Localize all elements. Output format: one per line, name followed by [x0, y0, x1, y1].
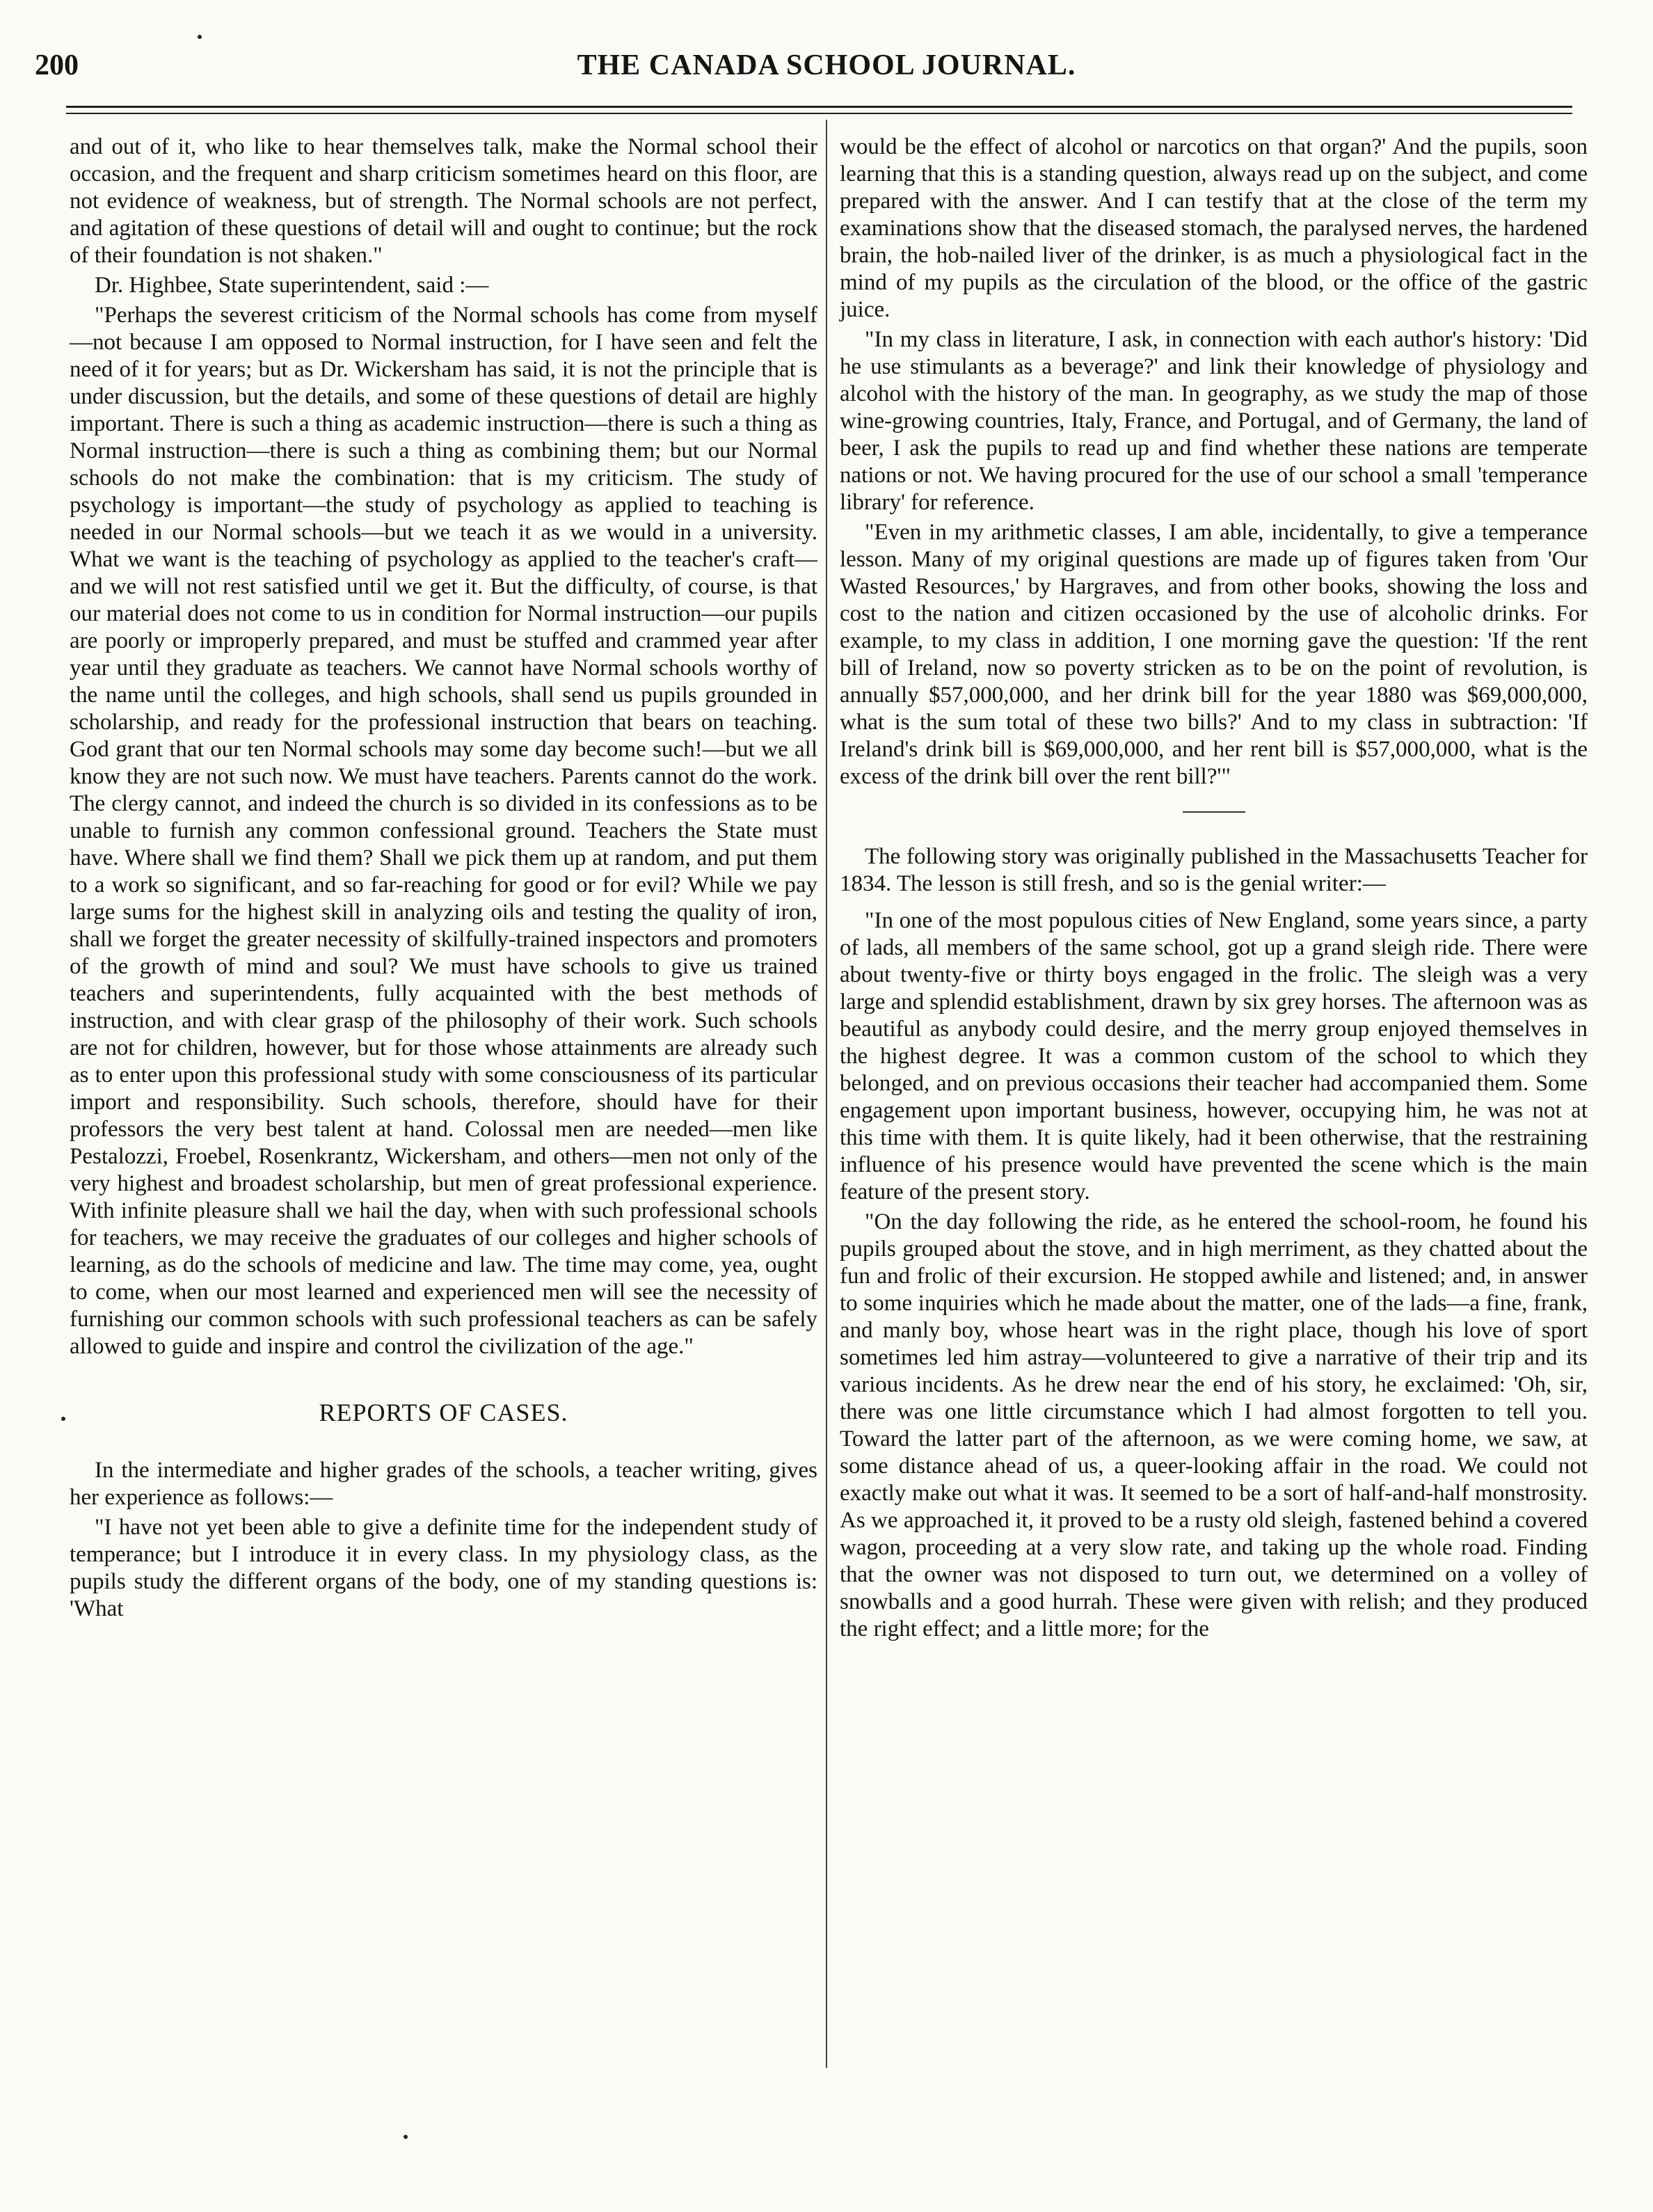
paragraph: "I have not yet been able to give a definite time for the independent study of temperance; but I introduce it in every class. In my physiology class, as the pupils study the different organs of the body, one of my standing questions is: 'What	[70, 1515, 817, 1621]
paragraph: would be the effect of alcohol or narcotics on that organ?' And the pupils, soon learning that this is a standing question, always read up on the subject, and come prepared with the answer. And I can testify that at the close of the term my examinations show that the diseased stomach, the paralysed nerves, the hardened brain, the hob-nailed liver of the drinker, is as much a physiological fact in the mind of my pupils as the circulation of the blood, or the office of the gastric juice.	[840, 134, 1588, 322]
right-column	[840, 134, 1588, 1646]
journal-title: THE CANADA SCHOOL JOURNAL.	[577, 49, 1076, 81]
page-header	[0, 49, 1653, 97]
column-divider	[826, 120, 827, 2068]
paragraph: "In my class in literature, I ask, in connection with each author's history: 'Did he use stimulants as a beverage?' and link their knowledge of physiology and alcohol with the history of the man. In geography, as we study the map of those wine-growing countries, Italy, France, and Portugal, and of Germany, the land of beer, I ask the pupils to read up and find whether these nations are temperate nations or not. We having procured for the use of our school a small 'temperance library' for reference.	[840, 327, 1588, 515]
spacer	[840, 900, 1588, 907]
section-separator-rule	[1183, 811, 1245, 813]
print-speck	[198, 35, 202, 39]
print-speck	[404, 2135, 408, 2139]
page-number: 200	[35, 49, 79, 81]
paragraph: The following story was originally published in the Massachusetts Teacher for 1834. The lesson is still fresh, and so is the genial writer:—	[840, 844, 1588, 896]
header-rule-top	[66, 106, 1572, 108]
paragraph: In the intermediate and higher grades of the schools, a teacher writing, gives her experience as follows:—	[70, 1458, 817, 1510]
left-column	[70, 134, 817, 1625]
print-speck	[61, 1417, 65, 1421]
paragraph: "Even in my arithmetic classes, I am able, incidentally, to give a temperance lesson. Many of my original questions are made up of figures taken from 'Our Wasted Resources,' by Hargraves, and from other books, showing the loss and cost to the nation and citizen occasioned by the use of alcoholic drinks. For example, to my class in addition, I one morning gave the question: 'If the rent bill of Ireland, now so poverty stricken as to be on the point of revolution, is annually $57,000,000, and her drink bill for the year 1880 was $69,000,000, what is the sum total of these two bills?' And to my class in subtraction: 'If Ireland's drink bill is $69,000,000, and her rent bill is $57,000,000, what is the excess of the drink bill over the rent bill?'"	[840, 520, 1588, 789]
paragraph: Dr. Highbee, State superintendent, said :—	[95, 273, 489, 298]
paragraph: "In one of the most populous cities of New England, some years since, a party of lads, all members of the same school, got up a grand sleigh ride. There were about twenty-five or thirty boys engaged in the frolic. The sleigh was a very large and splendid establishment, drawn by six grey horses. The afternoon was as beautiful as anybody could desire, and the merry group enjoyed themselves in the highest degree. It was a common custom of the school to which they belonged, and on previous occasions their teacher had accompanied them. Some engagement upon important business, however, occupying him, he was not at this time with them. It is quite likely, had it been otherwise, that the restraining influence of his presence would have prevented the scene which is the main feature of the present story.	[840, 908, 1588, 1204]
paragraph: and out of it, who like to hear themselves talk, make the Normal school their occasion, and the frequent and sharp criticism sometimes heard on this floor, are not evidence of weakness, but of strength. The Normal schools are not perfect, and agitation of these questions of detail will and ought to continue; but the rock of their foundation is not shaken."	[70, 134, 817, 268]
section-heading: REPORTS OF CASES.	[319, 1399, 568, 1426]
header-rule-bottom	[66, 113, 1572, 114]
paragraph: "Perhaps the severest criticism of the Normal schools has come from myself—not because I am opposed to Normal instruction, for I have seen and felt the need of it for years; but as Dr. Wickersham has said, it is not the principle that is under discussion, but the details, and some of these questions of detail are highly important. There is such a thing as academic instruction—there is such a thing as Normal instruction—there is such a thing as combining them; but our Normal schools do not make the combination: that is my criticism. The study of psychology is important—the study of psychology as applied to teaching is needed in our Normal schools—but we teach it as we would in a university. What we want is the teaching of psychology as applied to the teacher's craft—and we will not rest satisfied until we get it. But the difficulty, of course, is that our material does not come to us in condition for Normal instruction—our pupils are poorly or improperly prepared, and must be stuffed and crammed year after year until they graduate as teachers. We cannot have Normal schools worthy of the name until the colleges, and high schools, shall send us pupils grounded in scholarship, and ready for the professional instruction that bears on teaching. God grant that our ten Normal schools may some day become such!—but we all know they are not such now. We must have teachers. Parents cannot do the work. The clergy cannot, and indeed the church is so divided in its confessions as to be unable to furnish any common confessional ground. Teachers the State must have. Where shall we find them? Shall we pick them up at random, and put them to a work so significant, and so far-reaching for good or for evil? While we pay large sums for the highest skill in analyzing oils and testing the quality of iron, shall we forget the greater necessity of skilfully-trained inspectors and promoters of the growth of mind and soul? We must have schools to give us trained teachers and superintendents, fully acquainted with the best methods of instruction, and with clear grasp of the philosophy of their work. Such schools are not for children, however, but for those whose attainments are already such as to enter upon this professional study with some consciousness of its particular import and responsibility. Such schools, therefore, should have for their professors the very best talent at hand. Colossal men are needed—men like Pestalozzi, Froebel, Rosenkrantz, Wickersham, and others—men not only of the very highest and broadest scholarship, but men of great professional experience. With infinite pleasure shall we hail the day, when with such professional schools for teachers, we may receive the graduates of our colleges and higher schools of learning, as do the schools of medicine and law. The time may come, yea, ought to come, when our most learned and experienced men will see the necessity of furnishing our common schools with such professional teachers as can be safely allowed to guide and inspire and control the civilization of the age."	[70, 303, 817, 1359]
paragraph: "On the day following the ride, as he entered the school-room, he found his pupils grouped about the stove, and in high merriment, as they chatted about the fun and frolic of their excursion. He stopped awhile and listened; and, in answer to some inquiries which he made about the matter, one of the lads—a fine, frank, and manly boy, whose heart was in the right place, though his love of sport sometimes led him astray—volunteered to give a narrative of their trip and its various incidents. As he drew near the end of his story, he exclaimed: 'Oh, sir, there was one little circumstance which I had almost forgotten to tell you. Toward the latter part of the afternoon, as we were coming home, we saw, at some distance ahead of us, a queer-looking affair in the road. We could not exactly make out what it was. It seemed to be a sort of half-and-half monstrosity. As we approached it, it proved to be a rusty old sleigh, fastened behind a covered wagon, proceeding at a very slow rate, and taking up the whole road. Finding that the owner was not disposed to turn out, we determined on a volley of snowballs and a good hurrah. These were given with relish; and they produced the right effect; and a little more; for the	[840, 1209, 1588, 1641]
